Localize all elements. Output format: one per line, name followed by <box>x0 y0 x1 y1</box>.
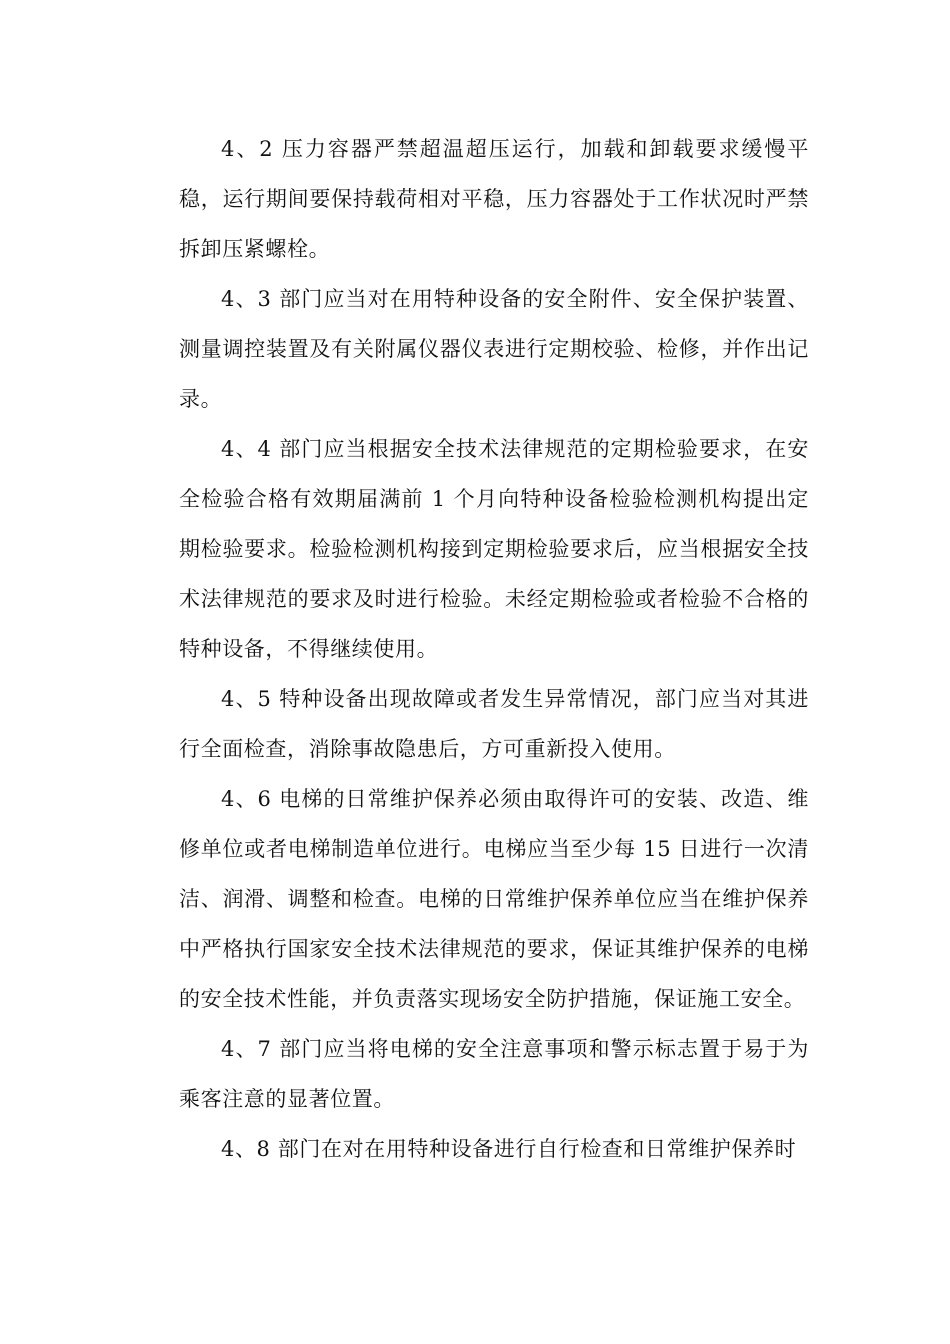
paragraph-4-3: 4、3 部门应当对在用特种设备的安全附件、安全保护装置、测量调控装置及有关附属仪器仪表进行定期校验、检修，并作出记录。 <box>179 287 809 411</box>
paragraph-4-4: 4、4 部门应当根据安全技术法律规范的定期检验要求，在安全检验合格有效期届满前 1 个月向特种设备检验检测机构提出定期检验要求。检验检测机构接到定期检验要求后，应当根据安全技术法律规范的要求及时进行检验。未经定期检验或者检验不合格的特种设备，不得继续使用。 <box>179 437 809 661</box>
document-body <box>179 124 809 1174</box>
paragraph-4-8: 4、8 部门在对在用特种设备进行自行检查和日常维护保养时 <box>221 1137 797 1161</box>
paragraph-4-5: 4、5 特种设备出现故障或者发生异常情况，部门应当对其进行全面检查，消除事故隐患后，方可重新投入使用。 <box>179 687 809 761</box>
paragraph-4-2: 4、2 压力容器严禁超温超压运行，加载和卸载要求缓慢平稳，运行期间要保持载荷相对平稳，压力容器处于工作状况时严禁拆卸压紧螺栓。 <box>179 137 809 261</box>
paragraph-4-6: 4、6 电梯的日常维护保养必须由取得许可的安装、改造、维修单位或者电梯制造单位进行。电梯应当至少每 15 日进行一次清洁、润滑、调整和检查。电梯的日常维护保养单位应当在维护保养中严格执行国家安全技术法律规范的要求，保证其维护保养的电梯的安全技术性能，并负责落实现场安全防护措施，保证施工安全。 <box>179 787 809 1011</box>
paragraph-4-7: 4、7 部门应当将电梯的安全注意事项和警示标志置于易于为乘客注意的显著位置。 <box>179 1037 809 1111</box>
